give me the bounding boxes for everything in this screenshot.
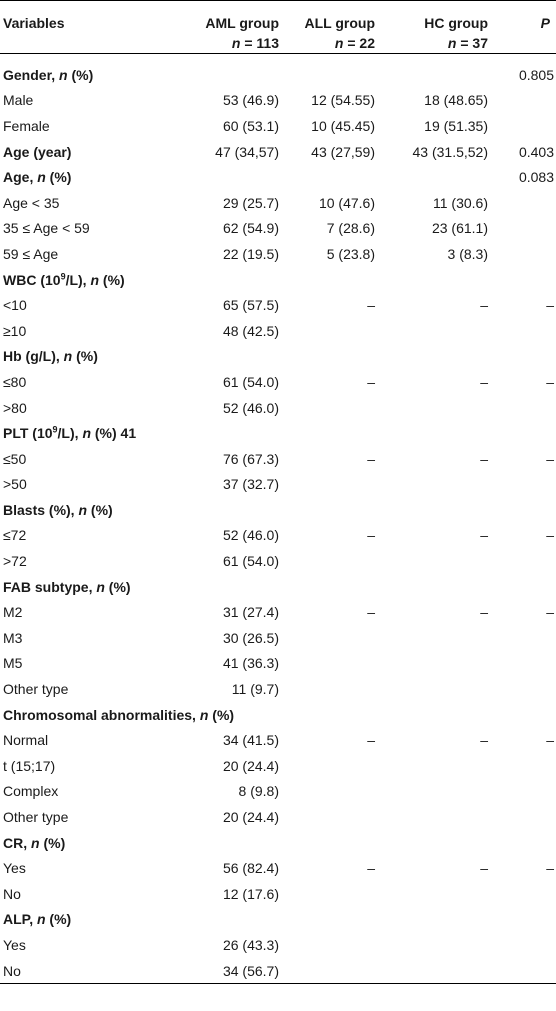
header-aml-name: AML group <box>205 15 279 31</box>
table-row <box>0 676 556 702</box>
row-label: M3 <box>3 629 23 646</box>
all-value <box>279 753 375 779</box>
hc-value <box>375 958 488 984</box>
all-value <box>279 472 375 498</box>
hc-value <box>375 395 488 421</box>
row-label: Complex <box>3 783 59 800</box>
header-hc-n: n = 37 <box>447 35 488 51</box>
aml-value: 76 (67.3) <box>222 450 279 467</box>
header-all-n: n = 22 <box>334 35 375 51</box>
row-label: ≤80 <box>3 373 27 390</box>
header-all-name: ALL group <box>304 15 375 31</box>
table-row <box>0 113 556 139</box>
row-label: <10 <box>3 297 27 314</box>
row-label: No <box>3 885 21 902</box>
row-label: ≥10 <box>3 322 27 339</box>
all-value <box>279 779 375 805</box>
row-label: ALP, n (%) <box>3 911 72 928</box>
p-value <box>488 753 556 779</box>
row-label: Normal <box>3 732 49 749</box>
all-value: – <box>367 527 375 544</box>
hc-value: 3 (8.3) <box>447 245 488 262</box>
p-value <box>488 779 556 805</box>
hc-value <box>375 625 488 651</box>
section-row <box>0 54 556 88</box>
p-value <box>488 216 556 242</box>
row-label: >72 <box>3 553 27 570</box>
all-value: 10 (47.6) <box>318 194 375 211</box>
all-value: – <box>367 297 375 314</box>
p-value: 0.403 <box>518 143 554 160</box>
all-value <box>279 932 375 958</box>
table-row <box>0 932 556 958</box>
hc-value <box>375 164 488 190</box>
p-value <box>488 318 556 344</box>
row-label: Hb (g/L), n (%) <box>3 348 98 365</box>
p-value <box>488 395 556 421</box>
hc-value: 18 (48.65) <box>424 92 488 109</box>
table-row <box>0 523 556 549</box>
all-value <box>279 574 375 600</box>
all-value <box>279 164 375 190</box>
all-value <box>279 497 375 523</box>
section-row <box>0 139 556 165</box>
all-value <box>279 958 375 984</box>
table-row <box>0 292 556 318</box>
table-row <box>0 548 556 574</box>
p-value <box>488 190 556 216</box>
hc-value: 19 (51.35) <box>424 117 488 134</box>
aml-value: 62 (54.9) <box>222 220 279 237</box>
table-row <box>0 804 556 830</box>
row-label: No <box>0 958 176 984</box>
p-value <box>488 958 556 984</box>
table-body <box>0 54 556 984</box>
table-row <box>0 727 556 753</box>
hc-value <box>375 318 488 344</box>
aml-value: 20 (24.4) <box>222 809 279 826</box>
all-value: 43 (27,59) <box>311 143 375 160</box>
section-row <box>0 574 556 600</box>
row-label: Age, n (%) <box>3 169 72 186</box>
hc-value <box>375 830 488 856</box>
header-p-value: P <box>488 1 556 54</box>
p-value <box>488 907 556 933</box>
row-label: ≤72 <box>3 527 27 544</box>
p-value: – <box>546 527 554 544</box>
p-value: – <box>546 732 554 749</box>
all-value <box>279 881 375 907</box>
aml-value <box>176 907 279 933</box>
hc-value <box>375 804 488 830</box>
header-row <box>0 1 556 54</box>
all-value <box>279 804 375 830</box>
all-value <box>279 625 375 651</box>
aml-value <box>176 497 279 523</box>
row-label: Female <box>3 117 50 134</box>
hc-value: – <box>480 732 488 749</box>
hc-value <box>375 574 488 600</box>
table-row <box>0 216 556 242</box>
section-row <box>0 497 556 523</box>
all-value <box>279 907 375 933</box>
row-label: FAB subtype, n (%) <box>3 578 131 595</box>
all-value: – <box>367 604 375 621</box>
all-value <box>279 344 375 370</box>
p-value <box>488 548 556 574</box>
p-value <box>488 497 556 523</box>
hc-value <box>375 267 488 293</box>
hc-value <box>375 676 488 702</box>
p-value <box>488 932 556 958</box>
all-value <box>279 702 375 728</box>
table-row <box>0 625 556 651</box>
aml-value: 60 (53.1) <box>222 117 279 134</box>
row-label: >50 <box>3 476 27 493</box>
table-row <box>0 395 556 421</box>
all-value <box>279 548 375 574</box>
all-value: – <box>367 450 375 467</box>
all-value: 7 (28.6) <box>326 220 375 237</box>
p-value <box>488 88 556 114</box>
p-value <box>488 830 556 856</box>
table-row <box>0 881 556 907</box>
all-value: 5 (23.8) <box>326 245 375 262</box>
hc-value <box>375 548 488 574</box>
p-value <box>488 804 556 830</box>
p-value: – <box>546 373 554 390</box>
aml-value: 8 (9.8) <box>238 783 279 800</box>
aml-value: 52 (46.0) <box>222 399 279 416</box>
hc-value <box>375 420 488 446</box>
aml-value: 37 (32.7) <box>222 476 279 493</box>
table-row <box>0 318 556 344</box>
hc-value: 23 (61.1) <box>431 220 488 237</box>
hc-value <box>375 702 488 728</box>
header-variables: Variables <box>0 1 176 54</box>
all-value <box>279 651 375 677</box>
hc-value <box>375 779 488 805</box>
row-label: >80 <box>3 399 27 416</box>
section-row <box>0 267 556 293</box>
header-hc-group <box>375 1 488 54</box>
p-value <box>488 651 556 677</box>
p-value: – <box>546 860 554 877</box>
all-value <box>279 395 375 421</box>
row-label: Yes <box>3 936 26 953</box>
hc-value <box>375 651 488 677</box>
all-value: 10 (45.45) <box>311 117 375 134</box>
hc-value: – <box>480 450 488 467</box>
hc-value: 11 (30.6) <box>433 194 488 211</box>
table-row <box>0 446 556 472</box>
row-label: Age (year) <box>3 143 72 160</box>
row-label: 35 ≤ Age < 59 <box>3 220 90 237</box>
aml-value <box>176 830 279 856</box>
section-row <box>0 420 556 446</box>
p-value <box>488 420 556 446</box>
aml-value: 12 (17.6) <box>222 885 279 902</box>
aml-value: 48 (42.5) <box>222 322 279 339</box>
all-value: 12 (54.55) <box>311 92 375 109</box>
aml-value <box>176 574 279 600</box>
aml-value: 65 (57.5) <box>222 297 279 314</box>
section-row <box>0 830 556 856</box>
hc-value <box>375 907 488 933</box>
row-label: WBC $(10^9/L)$, n (%) <box>3 270 125 288</box>
row-label: M2 <box>3 604 23 621</box>
all-value <box>279 420 375 446</box>
hc-value <box>375 54 488 88</box>
table-row <box>0 190 556 216</box>
all-value: – <box>367 860 375 877</box>
table-row <box>0 472 556 498</box>
header-all-group <box>279 1 375 54</box>
row-label: Male <box>3 92 34 109</box>
p-value <box>488 881 556 907</box>
table-row <box>0 651 556 677</box>
hc-value <box>375 497 488 523</box>
hc-value <box>375 472 488 498</box>
aml-value: 53 (46.9) <box>222 92 279 109</box>
p-value <box>488 574 556 600</box>
aml-value: 52 (46.0) <box>222 527 279 544</box>
p-value <box>488 113 556 139</box>
table-row <box>0 779 556 805</box>
section-row <box>0 344 556 370</box>
p-value: – <box>546 297 554 314</box>
row-label: Chromosomal abnormalities, n (%) <box>3 706 235 723</box>
table-row <box>0 753 556 779</box>
row-label: PLT $(10^9/L)$, n (%) 41 <box>3 424 137 442</box>
row-label: CR, n (%) <box>3 834 66 851</box>
aml-value: 29 (25.7) <box>222 194 279 211</box>
aml-value <box>176 164 279 190</box>
hc-value: – <box>480 297 488 314</box>
p-value <box>488 472 556 498</box>
row-label: M5 <box>3 655 23 672</box>
header-aml-n: n = 113 <box>231 35 279 51</box>
p-value <box>488 625 556 651</box>
aml-value: 47 (34,57) <box>215 143 279 160</box>
row-label: Blasts (%), n (%) <box>3 501 113 518</box>
p-value <box>488 241 556 267</box>
aml-value: 20 (24.4) <box>222 757 279 774</box>
all-value <box>279 830 375 856</box>
aml-value <box>176 54 279 88</box>
row-label: Other type <box>3 809 69 826</box>
all-value: – <box>367 732 375 749</box>
row-label: Yes <box>3 860 26 877</box>
hc-value: – <box>480 860 488 877</box>
aml-value: 34 (41.5) <box>222 732 279 749</box>
row-label: ≤50 <box>3 450 27 467</box>
table-header <box>0 1 556 54</box>
aml-value <box>176 344 279 370</box>
hc-value <box>375 344 488 370</box>
aml-value: 34 (56.7) <box>176 958 279 984</box>
all-value <box>279 676 375 702</box>
row-label: Other type <box>3 681 69 698</box>
p-value: – <box>546 604 554 621</box>
all-value: – <box>367 373 375 390</box>
table-row <box>0 599 556 625</box>
hc-value: – <box>480 527 488 544</box>
aml-value: 61 (54.0) <box>222 553 279 570</box>
hc-value: 43 (31.5,52) <box>412 143 488 160</box>
aml-value: 11 (9.7) <box>231 681 279 698</box>
table-row <box>0 88 556 114</box>
row-label: Gender, n (%) <box>3 66 94 83</box>
all-value <box>279 318 375 344</box>
all-value <box>279 54 375 88</box>
p-value <box>488 676 556 702</box>
table-row <box>0 369 556 395</box>
table-row <box>0 855 556 881</box>
hc-value <box>375 753 488 779</box>
row-label: 59 ≤ Age <box>3 245 59 262</box>
p-value <box>488 344 556 370</box>
header-aml-group <box>176 1 279 54</box>
p-value: 0.083 <box>518 169 554 186</box>
aml-value: 30 (26.5) <box>222 629 279 646</box>
aml-value: 41 (36.3) <box>222 655 279 672</box>
row-label: t (15;17) <box>3 757 56 774</box>
aml-value: 31 (27.4) <box>222 604 279 621</box>
table-row <box>0 241 556 267</box>
p-value <box>488 702 556 728</box>
p-value: 0.805 <box>518 66 554 83</box>
hc-value <box>375 881 488 907</box>
table-row <box>0 958 556 984</box>
header-hc-name: HC group <box>424 15 488 31</box>
hc-value: – <box>480 373 488 390</box>
row-label: Age < 35 <box>3 194 60 211</box>
aml-value: 56 (82.4) <box>222 860 279 877</box>
aml-value: 22 (19.5) <box>222 245 279 262</box>
hc-value <box>375 932 488 958</box>
section-row <box>0 164 556 190</box>
all-value <box>279 267 375 293</box>
p-value <box>488 267 556 293</box>
p-value: – <box>546 450 554 467</box>
section-row <box>0 907 556 933</box>
hc-value: – <box>480 604 488 621</box>
aml-value: 61 (54.0) <box>222 373 279 390</box>
aml-value <box>176 420 279 446</box>
aml-value <box>176 267 279 293</box>
aml-value: 26 (43.3) <box>222 936 279 953</box>
section-row <box>0 702 556 728</box>
